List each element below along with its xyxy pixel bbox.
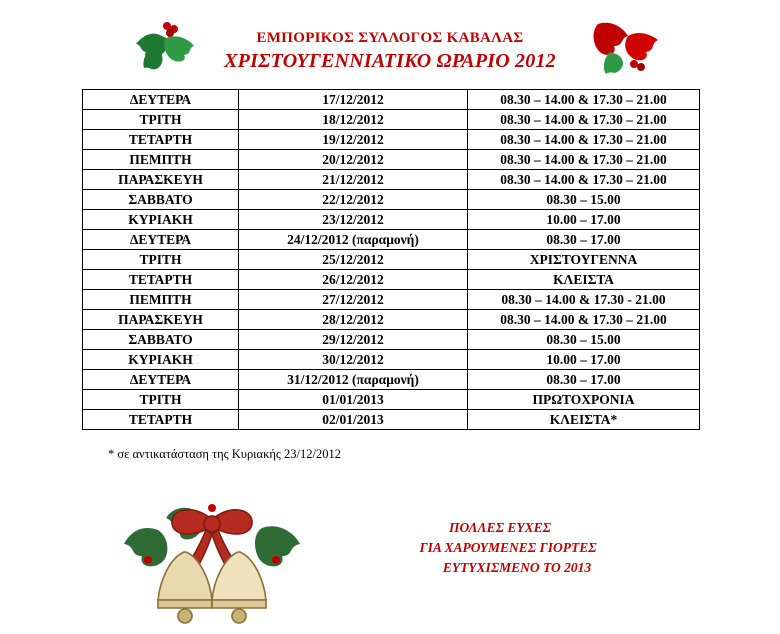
table-row (83, 370, 700, 390)
greeting-line-1: ΠΟΛΛΕΣ ΕΥΧΕΣ (448, 520, 552, 535)
cell-date: 02/01/2013 (239, 410, 468, 430)
cell-day: ΠΕΜΠΤΗ (83, 150, 239, 170)
page-title: ΧΡΙΣΤΟΥΓΕΝΝΙΑΤΙΚΟ ΩΡΑΡΙΟ 2012 (224, 50, 556, 72)
table-row (83, 250, 700, 270)
greeting-message (350, 518, 650, 578)
schedule-table (82, 89, 700, 430)
table-row (83, 290, 700, 310)
cell-hours: 08.30 – 14.00 & 17.30 – 21.00 (468, 150, 700, 170)
cell-day: ΔΕΥΤΕΡΑ (83, 370, 239, 390)
cell-date: 20/12/2012 (239, 150, 468, 170)
table-row (83, 230, 700, 250)
cell-hours: 08.30 – 14.00 & 17.30 - 21.00 (468, 290, 700, 310)
cell-day: ΠΑΡΑΣΚΕΥΗ (83, 170, 239, 190)
cell-day: ΤΡΙΤΗ (83, 390, 239, 410)
cell-hours: 08.30 – 17.00 (468, 230, 700, 250)
document-header (0, 0, 780, 80)
cell-hours: 08.30 – 14.00 & 17.30 – 21.00 (468, 170, 700, 190)
cell-hours: 08.30 – 14.00 & 17.30 – 21.00 (468, 130, 700, 150)
cell-hours: ΠΡΩΤΟΧΡΟΝΙΑ (468, 390, 700, 410)
cell-hours: 08.30 – 14.00 & 17.30 – 21.00 (468, 110, 700, 130)
cell-hours: 08.30 – 15.00 (468, 190, 700, 210)
cell-day: ΠΑΡΑΣΚΕΥΗ (83, 310, 239, 330)
cell-day: ΔΕΥΤΕΡΑ (83, 90, 239, 110)
cell-date: 26/12/2012 (239, 270, 468, 290)
cell-day: ΚΥΡΙΑΚΗ (83, 350, 239, 370)
cell-day: ΤΡΙΤΗ (83, 250, 239, 270)
table-row (83, 190, 700, 210)
cell-day: ΚΥΡΙΑΚΗ (83, 210, 239, 230)
cell-day: ΤΡΙΤΗ (83, 110, 239, 130)
cell-date: 30/12/2012 (239, 350, 468, 370)
cell-hours: 08.30 – 14.00 & 17.30 – 21.00 (468, 310, 700, 330)
cell-day: ΤΕΤΑΡΤΗ (83, 270, 239, 290)
cell-hours: 08.30 – 17.00 (468, 370, 700, 390)
cell-date: 18/12/2012 (239, 110, 468, 130)
table-row (83, 330, 700, 350)
schedule-table-container (82, 89, 699, 430)
cell-hours: 10.00 – 17.00 (468, 210, 700, 230)
cell-date: 22/12/2012 (239, 190, 468, 210)
footnote: * σε αντικατάσταση της Κυριακής 23/12/2012 (108, 447, 341, 461)
page-title-organization: ΕΜΠΟΡΙΚΟΣ ΣΥΛΛΟΓΟΣ ΚΑΒΑΛΑΣ (256, 30, 524, 46)
table-row (83, 170, 700, 190)
cell-hours: ΚΛΕΙΣΤΑ* (468, 410, 700, 430)
table-row (83, 90, 700, 110)
cell-date: 21/12/2012 (239, 170, 468, 190)
cell-day: ΤΕΤΑΡΤΗ (83, 130, 239, 150)
table-row (83, 150, 700, 170)
cell-hours: ΧΡΙΣΤΟΥΓΕΝΝΑ (468, 250, 700, 270)
table-row (83, 310, 700, 330)
cell-day: ΣΑΒΒΑΤΟ (83, 190, 239, 210)
cell-date: 31/12/2012 (παραμονή) (239, 370, 468, 390)
table-row (83, 130, 700, 150)
table-row (83, 350, 700, 370)
cell-hours: 08.30 – 15.00 (468, 330, 700, 350)
cell-date: 24/12/2012 (παραμονή) (239, 230, 468, 250)
cell-hours: 08.30 – 14.00 & 17.30 – 21.00 (468, 90, 700, 110)
cell-day: ΠΕΜΠΤΗ (83, 290, 239, 310)
table-row (83, 390, 700, 410)
greeting-line-2: ΓΙΑ ΧΑΡΟΥΜΕΝΕΣ ΓΙΟΡΤΕΣ (419, 540, 597, 555)
cell-date: 27/12/2012 (239, 290, 468, 310)
greeting-line-3: ΕΥΤΥΧΙΣΜΕΝΟ ΤΟ 2013 (442, 560, 592, 575)
table-row (83, 110, 700, 130)
table-row (83, 270, 700, 290)
christmas-bells-icon (112, 494, 312, 629)
cell-day: ΔΕΥΤΕΡΑ (83, 230, 239, 250)
cell-date: 23/12/2012 (239, 210, 468, 230)
cell-day: ΤΕΤΑΡΤΗ (83, 410, 239, 430)
cell-date: 01/01/2013 (239, 390, 468, 410)
cell-date: 25/12/2012 (239, 250, 468, 270)
cell-hours: 10.00 – 17.00 (468, 350, 700, 370)
cell-date: 19/12/2012 (239, 130, 468, 150)
cell-day: ΣΑΒΒΑΤΟ (83, 330, 239, 350)
table-row (83, 210, 700, 230)
cell-date: 28/12/2012 (239, 310, 468, 330)
cell-hours: ΚΛΕΙΣΤΑ (468, 270, 700, 290)
cell-date: 29/12/2012 (239, 330, 468, 350)
table-row (83, 410, 700, 430)
cell-date: 17/12/2012 (239, 90, 468, 110)
